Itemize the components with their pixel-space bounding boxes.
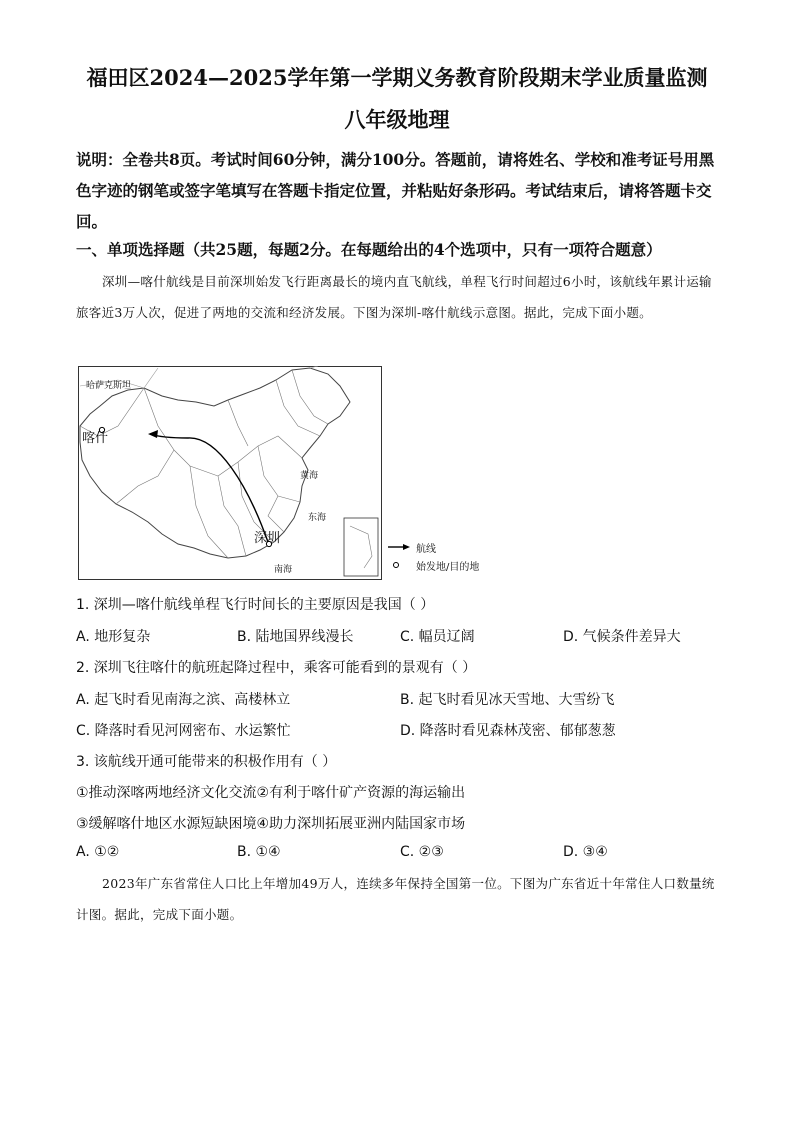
q3-option-c[interactable]: C. ②③ bbox=[400, 844, 444, 860]
q3-option-b[interactable]: B. ①④ bbox=[237, 844, 281, 860]
q2-option-b[interactable]: B. 起飞时看见冰天雪地、大雪纷飞 bbox=[400, 692, 615, 708]
q1-option-c[interactable]: C. 幅员辽阔 bbox=[400, 629, 475, 645]
route-map bbox=[78, 366, 382, 580]
label-kazakhstan: 哈萨克斯坦 bbox=[86, 381, 132, 391]
label-yellow-sea: 黄海 bbox=[300, 471, 319, 481]
map-legend bbox=[388, 538, 479, 574]
route-line-icon bbox=[388, 543, 410, 551]
label-kashgar: 喀什 bbox=[82, 431, 109, 446]
q2-option-d[interactable]: D. 降落时看见森林茂密、郁郁葱葱 bbox=[400, 723, 616, 739]
q2-option-c[interactable]: C. 降落时看见河网密布、水运繁忙 bbox=[76, 723, 291, 739]
q3-option-d[interactable]: D. ③④ bbox=[563, 844, 608, 860]
exam-subtitle: 八年级地理 bbox=[344, 107, 450, 132]
legend-route-label: 航线 bbox=[416, 543, 436, 555]
inset-box bbox=[344, 518, 378, 576]
label-south-sea: 南海 bbox=[274, 565, 293, 575]
q3-statements-line-1: ①推动深喀两地经济文化交流②有利于喀什矿产资源的海运输出 bbox=[76, 785, 466, 801]
legend-route bbox=[388, 538, 479, 556]
q1-option-d[interactable]: D. 气候条件差异大 bbox=[563, 629, 681, 645]
passage-1: 深圳—喀什航线是目前深圳始发飞行距离最长的境内直飞航线，单程飞行时间超过6小时，该航线年累计运输旅客近3万人次，促进了两地的交流和经济发展。下图为深圳-喀什航线示意图。据此，完成下面小题。 bbox=[76, 274, 712, 320]
section-title: 一、单项选择题（共25题，每题2分。在每题给出的4个选项中，只有一项符合题意） bbox=[76, 240, 662, 259]
label-shenzhen: 深圳 bbox=[254, 531, 281, 546]
exam-instructions: 说明：全卷共8页。考试时间60分钟，满分100分。答题前，请将姓名、学校和准考证号用黑色字迹的钢笔或签字笔填写在答题卡指定位置，并粘贴好条形码。考试结束后，请将答题卡交回。 bbox=[76, 150, 715, 231]
q3-statements-line-2: ③缓解喀什地区水源短缺困境④助力深圳拓展亚洲内陆国家市场 bbox=[76, 816, 466, 832]
passage-2: 2023年广东省常住人口比上年增加49万人，连续多年保持全国第一位。下图为广东省近十年常住人口数量统计图。据此，完成下面小题。 bbox=[76, 876, 715, 922]
label-east-sea: 东海 bbox=[308, 513, 327, 523]
legend-endpoint-label: 始发地/目的地 bbox=[416, 561, 480, 573]
exam-title: 福田区2024—2025学年第一学期义务教育阶段期末学业质量监测 bbox=[86, 65, 708, 90]
endpoint-circle-icon bbox=[388, 561, 410, 569]
q2-option-a[interactable]: A. 起飞时看见南海之滨、高楼林立 bbox=[76, 692, 291, 708]
question-1-stem: 1. 深圳—喀什航线单程飞行时间长的主要原因是我国（ ） bbox=[76, 597, 435, 613]
q3-option-a[interactable]: A. ①② bbox=[76, 844, 120, 860]
question-2-stem: 2. 深圳飞往喀什的航班起降过程中，乘客可能看到的景观有（ ） bbox=[76, 660, 477, 676]
legend-endpoint bbox=[388, 556, 479, 574]
question-3-stem: 3. 该航线开通可能带来的积极作用有（ ） bbox=[76, 754, 337, 770]
q1-option-a[interactable]: A. 地形复杂 bbox=[76, 629, 151, 645]
q1-option-b[interactable]: B. 陆地国界线漫长 bbox=[237, 629, 354, 645]
